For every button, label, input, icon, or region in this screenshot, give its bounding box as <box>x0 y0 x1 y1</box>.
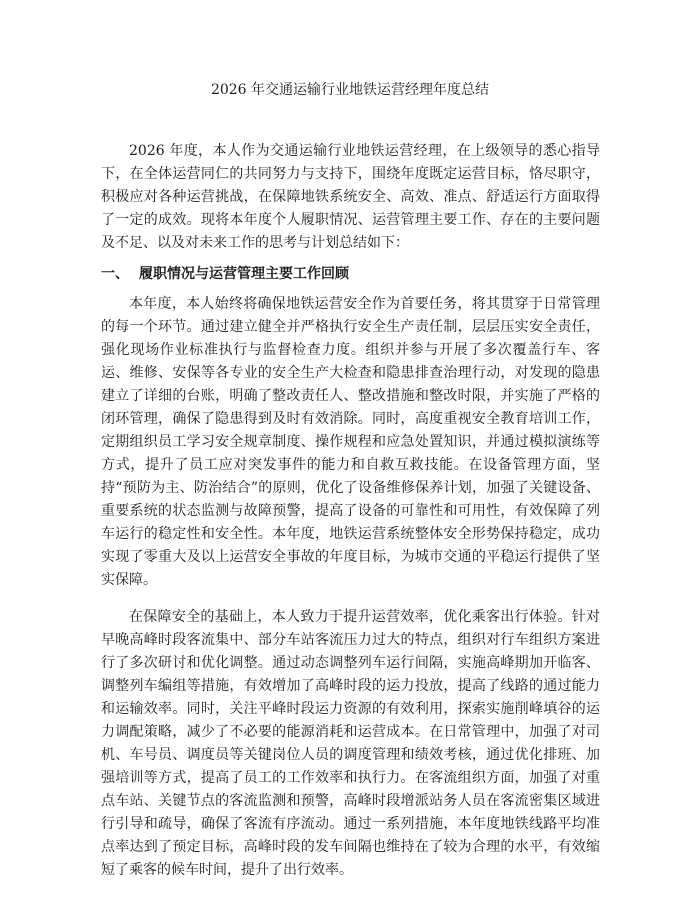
section-1 <box>101 263 600 882</box>
document-body <box>101 140 600 882</box>
body-paragraph: 在保障安全的基础上，本人致力于提升运营效率，优化乘客出行体验。针对早晚高峰时段客流集中、部分车站客流压力过大的特点，组织对行车组织方案进行了多次研讨和优化调整。通过动态调整列车运行间隔，实施高峰期加开临客、调整列车编组等措施，有效增加了高峰时段的运力投放，提高了线路的通过能力和运输效率。同时，关注平峰时段运力资源的有效利用，探索实施削峰填谷的运力调配策略，减少了不必要的能源消耗和运营成本。在日常管理中，加强了对司机、车号员、调度员等关键岗位人员的调度管理和绩效考核，通过优化排班、加强培训等方式，提高了员工的工作效率和执行力。在客流组织方面，加强了对重点车站、关键节点的客流监测和预警，高峰时段增派站务人员在客流密集区域进行引导和疏导，确保了客流有序流动。通过一系列措施，本年度地铁线路平均准点率达到了预定目标，高峰时段的发车间隔也维持在了较为合理的水平，有效缩短了乘客的候车时间，提升了出行效率。 <box>101 609 600 878</box>
section-number: 一、 <box>101 266 129 282</box>
intro-paragraph: 2026 年度，本人作为交通运输行业地铁运营经理，在上级领导的悉心指导下，在全体运营同仁的共同努力与支持下，围绕年度既定运营目标，恪尽职守，积极应对各种运营挑战，在保障地铁系统安全、高效、准点、舒适运行方面取得了一定的成效。现将本年度个人履职情况、运营管理主要工作、存在的主要问题及不足、以及对未来工作的思考与计划总结如下： <box>101 143 600 251</box>
body-paragraph: 本年度，本人始终将确保地铁运营安全作为首要任务，将其贯穿于日常管理的每一个环节。通过建立健全并严格执行安全生产责任制，层层压实安全责任，强化现场作业标准执行与监督检查力度。组织并参与开展了多次覆盖行车、客运、维修、安保等各专业的安全生产大检查和隐患排查治理行动，对发现的隐患建立了详细的台账，明确了整改责任人、整改措施和整改时限，并实施了严格的闭环管理，确保了隐患得到及时有效消除。同时，高度重视安全教育培训工作，定期组织员工学习安全规章制度、操作规程和应急处置知识，并通过模拟演练等方式，提升了员工应对突发事件的能力和自救互救技能。在设备管理方面，坚持“预防为主、防治结合”的原则，优化了设备维修保养计划，加强了关键设备、重要系统的状态监测与故障预警，提高了设备的可靠性和可用性，有效保障了列车运行的稳定性和安全性。本年度，地铁运营系统整体安全形势保持稳定，成功实现了零重大及以上运营安全事故的年度目标，为城市交通的平稳运行提供了坚实保障。 <box>101 296 600 588</box>
section-heading-text: 履职情况与运营管理主要工作回顾 <box>139 266 349 282</box>
section-heading <box>101 263 600 286</box>
document-title: 2026 年交通运输行业地铁运营经理年度总结 <box>210 82 490 98</box>
